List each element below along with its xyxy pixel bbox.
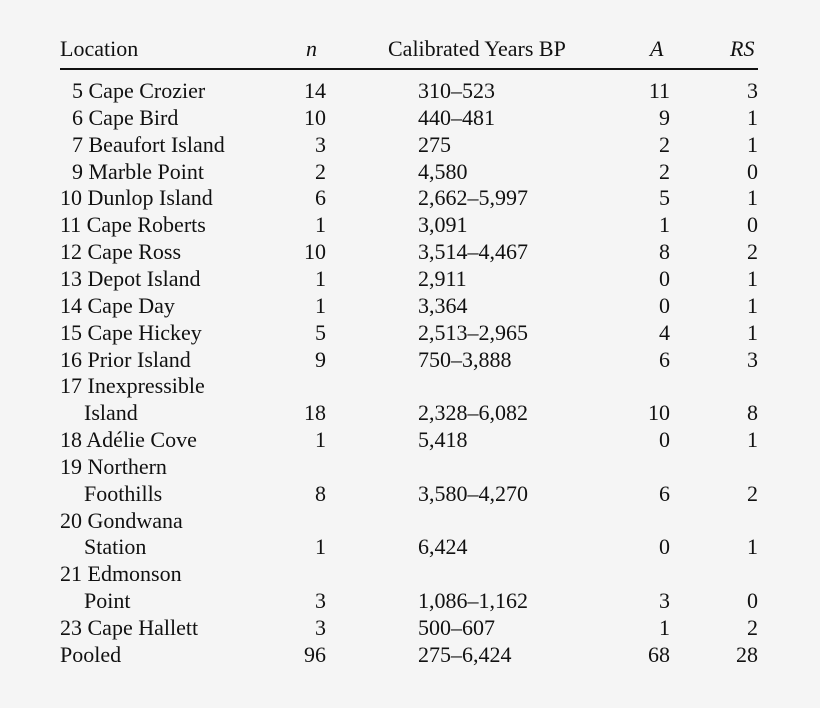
- n-cell: 14: [304, 78, 326, 103]
- rs-cell: 0: [747, 158, 758, 184]
- years-cell: 310–523: [418, 78, 495, 103]
- n-cell: 10: [304, 239, 326, 265]
- rs-cell: 0: [747, 588, 758, 614]
- a-cell: 2: [659, 131, 670, 157]
- n-cell: 3: [315, 588, 326, 614]
- rs-cell: 2: [747, 480, 758, 506]
- rs-cell: 1: [747, 427, 758, 453]
- years-cell: 4,580: [418, 158, 468, 184]
- location-cell: Island: [84, 400, 138, 426]
- location-cell: 6 Cape Bird: [72, 104, 179, 130]
- years-cell: 2,513–2,965: [418, 319, 528, 345]
- a-cell: 0: [659, 427, 670, 453]
- a-cell: 1: [659, 615, 670, 640]
- location-cell: 20 Gondwana: [60, 507, 183, 533]
- years-cell: 2,911: [418, 265, 467, 291]
- header-rs: RS: [730, 36, 755, 61]
- a-cell: 0: [659, 534, 670, 560]
- n-cell: 10: [304, 104, 326, 130]
- rs-cell: 1: [747, 131, 758, 157]
- location-cell: 15 Cape Hickey: [60, 319, 202, 345]
- years-cell: 1,086–1,162: [418, 588, 528, 614]
- n-cell: 5: [315, 319, 326, 345]
- years-cell: 275: [418, 131, 451, 157]
- rs-cell: 8: [747, 400, 758, 426]
- years-cell: 750–3,888: [418, 346, 512, 372]
- rs-cell: 1: [747, 104, 758, 130]
- location-cell: 23 Cape Hallett: [60, 615, 199, 640]
- location-cell: 14 Cape Day: [60, 292, 175, 318]
- location-cell: 10 Dunlop Island: [60, 185, 213, 211]
- rs-cell: 1: [747, 534, 758, 560]
- n-cell: 1: [315, 292, 326, 318]
- location-cell: 19 Northern: [60, 453, 167, 479]
- a-cell: 9: [659, 104, 670, 130]
- a-cell: 0: [659, 265, 670, 291]
- rs-cell: 2: [747, 615, 758, 640]
- n-cell: 1: [315, 427, 326, 453]
- rs-cell: 3: [747, 78, 758, 103]
- years-cell: 3,580–4,270: [418, 480, 528, 506]
- years-cell: 2,328–6,082: [418, 400, 528, 426]
- a-cell: 8: [659, 239, 670, 265]
- rs-cell: 0: [747, 212, 758, 238]
- years-cell: 3,514–4,467: [418, 239, 528, 265]
- a-cell: 10: [648, 400, 670, 426]
- header-location: Location: [60, 36, 139, 61]
- years-cell: 3,091: [418, 212, 468, 238]
- rs-cell: 1: [747, 292, 758, 318]
- years-cell: 6,424: [418, 534, 468, 560]
- n-cell: 18: [304, 400, 326, 426]
- location-cell: 13 Depot Island: [60, 265, 201, 291]
- location-cell: 16 Prior Island: [60, 346, 191, 372]
- rs-cell: 1: [747, 265, 758, 291]
- years-cell: 5,418: [418, 427, 468, 453]
- years-cell: 3,364: [418, 292, 468, 318]
- years-cell: 275–6,424: [418, 641, 512, 667]
- n-cell: 3: [315, 131, 326, 157]
- years-cell: 2,662–5,997: [418, 185, 528, 211]
- a-cell: 3: [659, 588, 670, 614]
- rs-cell: 1: [747, 319, 758, 345]
- a-cell: 0: [659, 292, 670, 318]
- location-cell: 11 Cape Roberts: [60, 212, 206, 238]
- n-cell: 6: [315, 185, 326, 211]
- a-cell: 6: [659, 480, 670, 506]
- location-cell: 9 Marble Point: [72, 158, 204, 184]
- rs-cell: 2: [747, 239, 758, 265]
- n-cell: 3: [315, 615, 326, 640]
- n-cell: 1: [315, 534, 326, 560]
- location-cell: Point: [84, 588, 131, 614]
- rs-cell: 3: [747, 346, 758, 372]
- a-cell: 68: [648, 641, 670, 667]
- n-cell: 96: [304, 641, 326, 667]
- location-cell: 17 Inexpressible: [60, 373, 205, 399]
- header-n: n: [306, 36, 317, 61]
- a-cell: 11: [648, 78, 670, 103]
- years-cell: 500–607: [418, 615, 495, 640]
- a-cell: 4: [659, 319, 670, 345]
- location-cell: 7 Beaufort Island: [72, 131, 225, 157]
- header-rule: [60, 68, 758, 70]
- years-cell: 440–481: [418, 104, 495, 130]
- n-cell: 8: [315, 480, 326, 506]
- n-cell: 1: [315, 212, 326, 238]
- header-calibrated-years: Calibrated Years BP: [388, 36, 566, 61]
- location-cell: 12 Cape Ross: [60, 239, 181, 265]
- n-cell: 1: [315, 265, 326, 291]
- n-cell: 9: [315, 346, 326, 372]
- location-cell: Station: [84, 534, 147, 560]
- a-cell: 6: [659, 346, 670, 372]
- a-cell: 2: [659, 158, 670, 184]
- a-cell: 1: [659, 212, 670, 238]
- a-cell: 5: [659, 185, 670, 211]
- rs-cell: 28: [736, 641, 758, 667]
- location-cell: Pooled: [60, 641, 122, 667]
- location-cell: Foothills: [84, 480, 163, 506]
- header-a: A: [650, 36, 664, 61]
- location-cell: 5 Cape Crozier: [72, 78, 206, 103]
- location-cell: 18 Adélie Cove: [60, 427, 197, 453]
- n-cell: 2: [315, 158, 326, 184]
- location-cell: 21 Edmonson: [60, 561, 182, 587]
- rs-cell: 1: [747, 185, 758, 211]
